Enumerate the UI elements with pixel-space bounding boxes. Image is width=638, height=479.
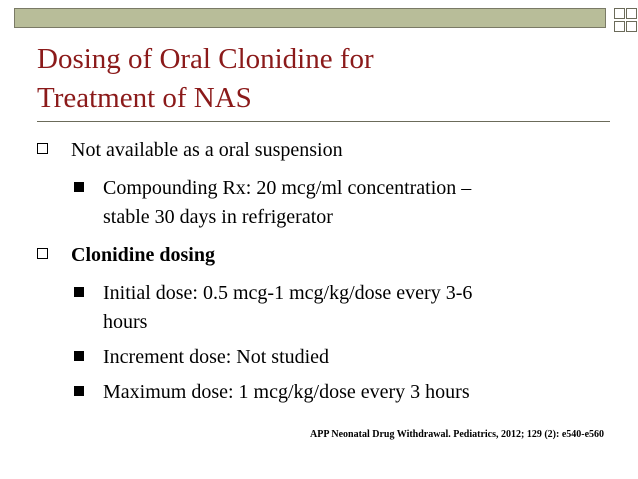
bullet-2-sub-2: Increment dose: Not studied bbox=[103, 346, 330, 368]
bullet-2-sub-3: Maximum dose: 1 mcg/kg/dose every 3 hours bbox=[103, 381, 470, 403]
hollow-square-bullet-icon bbox=[37, 143, 48, 154]
square-bullet-icon bbox=[74, 351, 84, 361]
bullet-2-text: Clonidine dosing bbox=[71, 244, 215, 266]
bullet-1-sub-1-line-2: stable 30 days in refrigerator bbox=[103, 206, 333, 228]
citation: APP Neonatal Drug Withdrawal. Pediatrics, 2012; 129 (2): e540-e560 bbox=[310, 429, 605, 440]
bullet-1-sub-1-line-1: Compounding Rx: 20 mcg/ml concentration – bbox=[103, 177, 472, 199]
bullet-2-sub-1-line-2: hours bbox=[103, 311, 148, 333]
square-bullet-icon bbox=[74, 386, 84, 396]
bullet-1-text: Not available as a oral suspension bbox=[71, 139, 343, 161]
title-line-2: Treatment of NAS bbox=[37, 82, 252, 114]
title-line-1: Dosing of Oral Clonidine for bbox=[37, 43, 374, 75]
square-bullet-icon bbox=[74, 287, 84, 297]
bullet-2-sub-1-line-1: Initial dose: 0.5 mcg-1 mcg/kg/dose every 3-6 bbox=[103, 282, 473, 304]
square-bullet-icon bbox=[74, 182, 84, 192]
hollow-square-bullet-icon bbox=[37, 248, 48, 259]
